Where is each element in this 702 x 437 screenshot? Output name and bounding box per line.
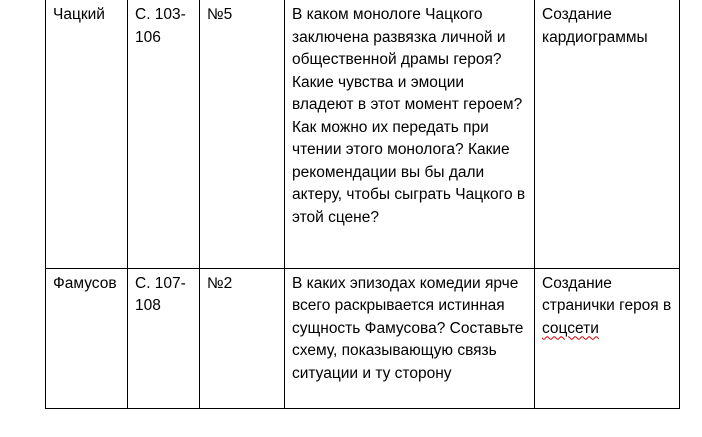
table-row — [46, 268, 680, 408]
question-cell — [285, 0, 535, 268]
character-name: Фамусов — [53, 274, 117, 292]
exercise-number: №5 — [207, 6, 233, 23]
assignment-table — [45, 0, 680, 409]
task-text: Создание кардиограммы — [542, 6, 648, 46]
task-cell — [535, 268, 680, 408]
table-row — [46, 0, 680, 268]
page-range: С. 107-108 — [135, 274, 186, 314]
spellcheck-flagged-word[interactable]: соцсети — [542, 319, 599, 337]
task-text — [542, 273, 672, 341]
pages-cell — [128, 268, 200, 408]
character-name: Чацкий — [53, 6, 105, 23]
number-cell — [200, 0, 285, 268]
task-cell — [535, 0, 680, 268]
question-text: В каких эпизодах комедии ярче всего раскрывается истинная сущность Фамусова? Составьте схему, показывающую связь ситуации и ту сторону — [292, 274, 524, 382]
character-cell — [46, 268, 128, 408]
question-text: В каком монологе Чацкого заключена развязка личной и общественной драмы героя? Какие чувства и эмоции владеют в этот момент героем? Как можно их передать при чтении этого монолога? Какие рекомендации вы бы дали актеру, чтобы сыграть Чацкого в этой сцене? — [292, 6, 526, 226]
character-cell — [46, 0, 128, 268]
question-cell — [285, 268, 535, 408]
exercise-number: №2 — [207, 274, 233, 292]
number-cell — [200, 268, 285, 408]
page-range: С. 103-106 — [135, 6, 186, 46]
task-prefix: Создание странички героя в — [542, 274, 672, 314]
pages-cell — [128, 0, 200, 268]
